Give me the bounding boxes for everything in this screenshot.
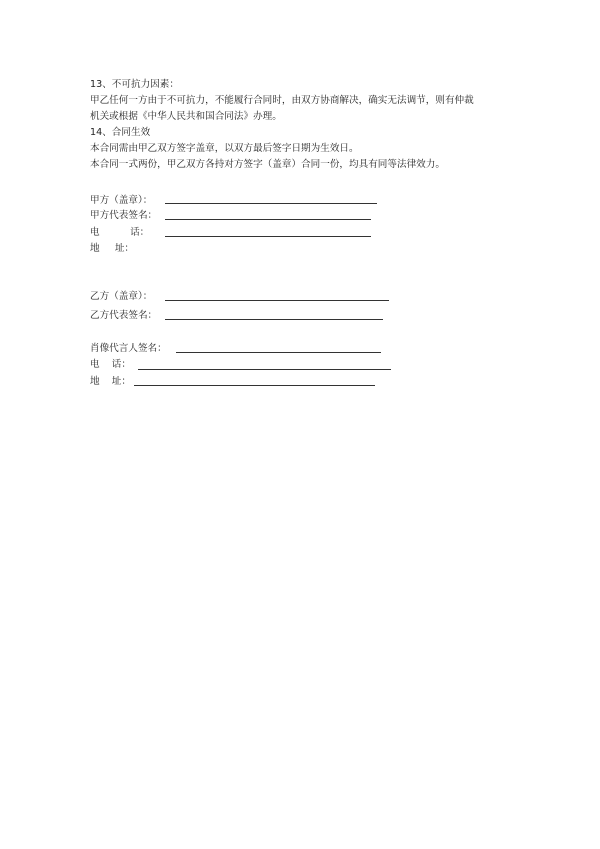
- section-14-heading: 14、合同生效: [90, 127, 151, 138]
- section-14-text-2: 本合同一式两份，甲乙双方各持对方签字（盖章）合同一份，均具有同等法律效力。: [90, 159, 445, 170]
- section-14-text-1: 本合同需由甲乙双方签字盖章，以双方最后签字日期为生效日。: [90, 143, 359, 154]
- spokesperson-phone-label: 电 话：: [90, 359, 131, 370]
- spokesperson-sign-line[interactable]: [176, 352, 381, 353]
- section-13-text-2: 机关或根据《中华人民共和国合同法》办理。: [90, 111, 282, 122]
- party-b-rep-label: 乙方代表签名：: [90, 310, 158, 321]
- section-13-text-1: 甲乙任何一方由于不可抗力，不能履行合同时，由双方协商解决，确实无法调节，则有仲裁: [90, 95, 474, 106]
- party-a-address-label: 地 址：: [90, 243, 135, 254]
- party-a-rep-line[interactable]: [165, 219, 371, 220]
- spokesperson-address-line[interactable]: [134, 385, 375, 386]
- party-a-rep-label: 甲方代表签名：: [90, 210, 158, 221]
- party-a-phone-line[interactable]: [165, 236, 371, 237]
- party-b-seal-label: 乙方（盖章）：: [90, 291, 153, 302]
- spokesperson-address-label: 地 址：: [90, 376, 131, 387]
- spokesperson-phone-line[interactable]: [138, 369, 391, 370]
- section-13-heading: 13、不可抗力因素：: [90, 79, 179, 90]
- spokesperson-sign-label: 肖像代言人签名：: [90, 343, 167, 354]
- party-a-seal-line[interactable]: [165, 203, 377, 204]
- party-b-rep-line[interactable]: [165, 319, 383, 320]
- party-a-phone-label: 电 话：: [90, 227, 150, 238]
- party-a-seal-label: 甲方（盖章）：: [90, 195, 153, 206]
- party-b-seal-line[interactable]: [165, 300, 389, 301]
